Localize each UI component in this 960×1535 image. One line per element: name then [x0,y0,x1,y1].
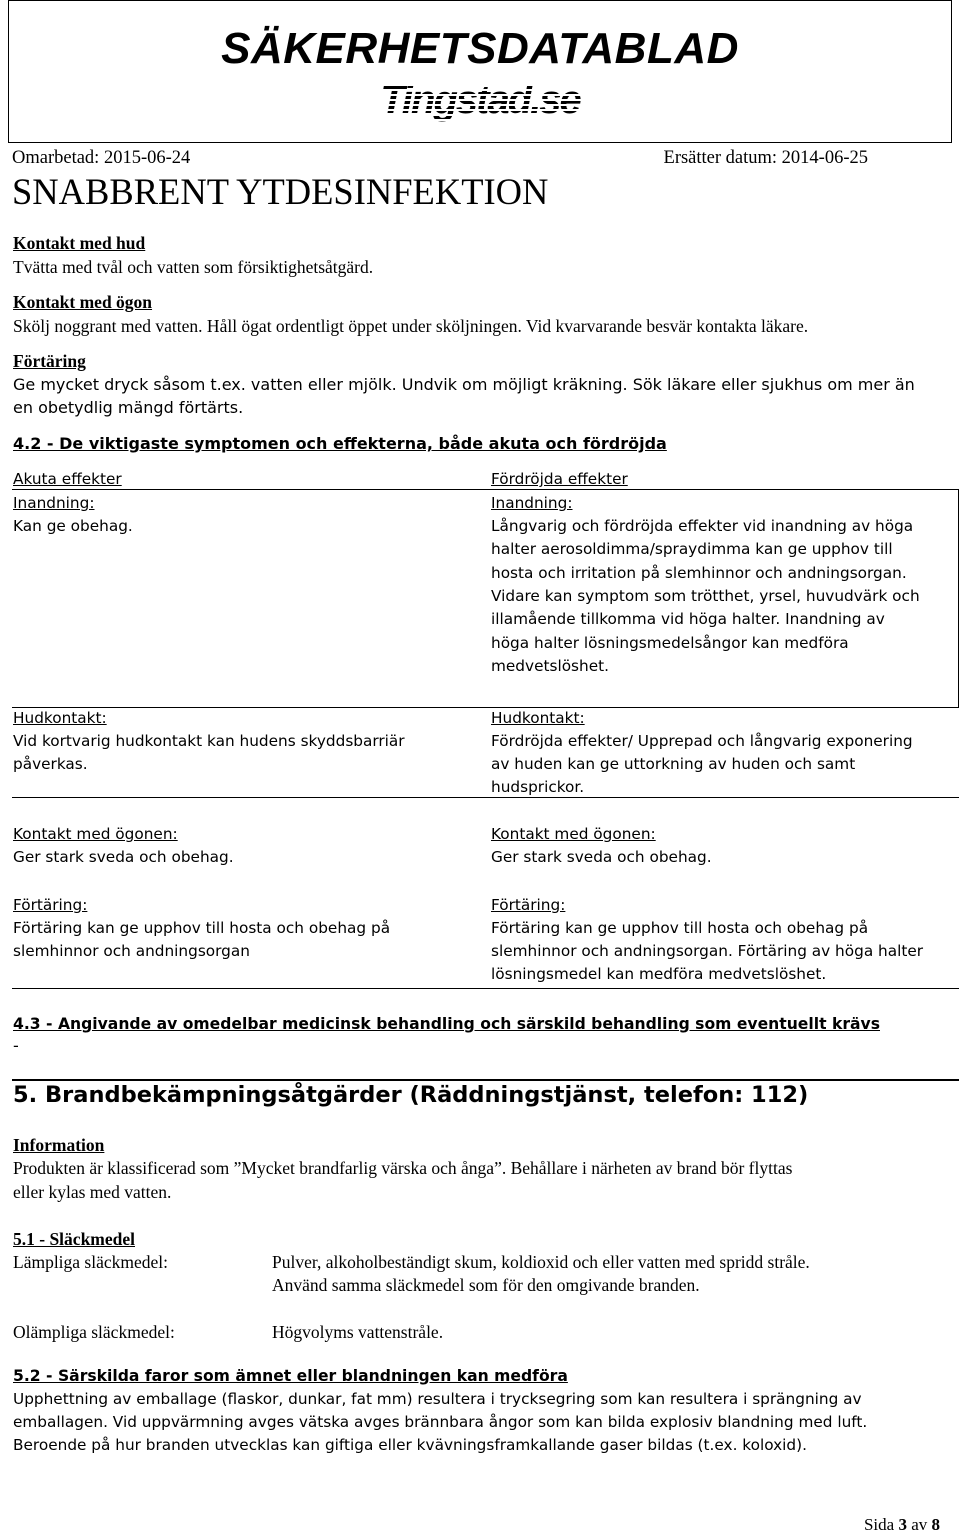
delayed-eye-label: Kontakt med ögonen: [491,825,656,843]
product-name: SNABBRENT YTDESINFEKTION [12,171,549,212]
delayed-eye-text: Ger stark sveda och obehag. [491,848,712,866]
delayed-skin-line: Fördröjda effekter/ Upprepad och långvarig exponering [491,732,913,750]
acute-ingestion-text: slemhinnor och andningsorgan [13,942,250,960]
acute-skin-label: Hudkontakt: [13,709,107,727]
delayed-ingestion-line: lösningsmedel kan medföra medvetslöshet. [491,965,827,983]
section-5-2-heading: 5.2 - Särskilda faror som ämnet eller blandningen kan medföra [13,1367,568,1385]
delayed-inhalation-line: Långvarig och fördröjda effekter vid inandning av höga [491,517,914,535]
delayed-inhalation-label: Inandning: [491,494,573,512]
page-prefix: Sida [863,1515,899,1534]
ingestion-text: Ge mycket dryck såsom t.ex. vatten eller mjölk. Undvik om möjligt kräkning. Sök läkare eller sjukhus om mer än [13,375,915,394]
skin-contact-text: Tvätta med tvål och vatten som försiktighetsåtgärd. [13,257,374,277]
ingestion-heading: Förtäring [13,351,86,371]
section-5-2-line: Upphettning av emballage (flaskor, dunkar, fat mm) resultera i trycksegring som kan resultera i sprängning av [13,1390,862,1408]
delayed-inhalation-line: höga halter lösningsmedelsångor kan medföra [491,634,849,652]
table-rule-top [12,489,959,490]
suitable-media-text: Använd samma släckmedel som för den omgivande branden. [272,1275,700,1295]
delayed-inhalation-line: Vidare kan symptom som trötthet, yrsel, huvudvärk och [491,587,920,605]
acute-inhalation-text: Kan ge obehag. [13,517,133,535]
page-number [864,1515,940,1535]
page-separator: av [906,1515,932,1534]
suitable-media-label: Lämpliga släckmedel: [13,1252,169,1272]
acute-ingestion-label: Förtäring: [13,896,88,914]
document-title: SÄKERHETSDATABLAD [221,24,739,73]
brand-logo-text: Tingstad.se [376,76,584,124]
table-rule [12,988,959,989]
unsuitable-media-text: Högvolyms vattenstråle. [272,1322,444,1342]
delayed-inhalation-line: medvetslöshet. [491,657,609,675]
unsuitable-media-label: Olämpliga släckmedel: [13,1322,175,1342]
section-4-2-heading: 4.2 - De viktigaste symptomen och effekterna, både akuta och fördröjda [13,434,667,453]
delayed-ingestion-line: slemhinnor och andningsorgan. Förtäring av höga halter [491,942,924,960]
section-4-3-text: - [13,1036,19,1055]
section-5-2-line: emballagen. Vid uppvärmning avges vätska avges brännbara ångor som kan bilda explosiv blandning med luft. [13,1413,868,1431]
table-rule [12,797,959,798]
acute-effects-heading: Akuta effekter [13,470,122,488]
table-rule [12,707,959,708]
revised-date: Omarbetad: 2015-06-24 [12,148,191,168]
information-text: Produkten är klassificerad som ”Mycket brandfarlig värska och ånga”. Behållare i närheten av brand bör flyttas [13,1158,793,1178]
eye-contact-text: Skölj noggrant med vatten. Håll ögat ordentligt öppet under sköljningen. Vid kvarvarande besvär kontakta läkare. [13,316,809,336]
section-4-3-heading: 4.3 - Angivande av omedelbar medicinsk behandling och särskild behandling som eventuellt krävs [13,1015,880,1033]
information-heading: Information [13,1135,105,1155]
section-5-2-line: Beroende på hur branden utvecklas kan giftiga eller kvävningsframkallande gaser bildas (t.ex. koloxid). [13,1436,807,1454]
delayed-ingestion-line: Förtäring kan ge upphov till hosta och obehag på [491,919,869,937]
page-total: 8 [931,1515,940,1534]
replaces-date: Ersätter datum: 2014-06-25 [663,148,868,168]
eye-contact-heading: Kontakt med ögon [13,292,153,312]
acute-eye-text: Ger stark sveda och obehag. [13,848,234,866]
acute-inhalation-label: Inandning: [13,494,95,512]
delayed-inhalation-line: halter aerosoldimma/spraydimma kan ge upphov till [491,540,893,558]
skin-contact-heading: Kontakt med hud [13,233,146,253]
delayed-ingestion-label: Förtäring: [491,896,566,914]
information-text: eller kylas med vatten. [13,1182,172,1202]
delayed-skin-line: av huden kan ge uttorkning av huden och samt [491,755,856,773]
delayed-skin-label: Hudkontakt: [491,709,585,727]
brand-logo [8,76,952,124]
acute-eye-label: Kontakt med ögonen: [13,825,178,843]
delayed-inhalation-line: hosta och irritation på slemhinnor och andningsorgan. [491,564,907,582]
delayed-effects-heading: Fördröjda effekter [491,470,628,488]
page-current: 3 [898,1515,907,1534]
acute-skin-text: Vid kortvarig hudkontakt kan hudens skyddsbarriär [13,732,405,750]
section-5-1-heading: 5.1 - Släckmedel [13,1229,136,1249]
ingestion-text: en obetydlig mängd förtärts. [13,398,244,417]
section-5-heading: 5. Brandbekämpningsåtgärder (Räddningstjänst, telefon: 112) [13,1082,809,1108]
suitable-media-text: Pulver, alkoholbeständigt skum, koldioxid och eller vatten med spridd stråle. [272,1252,810,1272]
delayed-skin-line: hudsprickor. [491,778,585,796]
table-rule-right [958,489,959,707]
acute-ingestion-text: Förtäring kan ge upphov till hosta och obehag på [13,919,391,937]
delayed-inhalation-line: illamående tillkomma vid höga halter. Inandning av [491,610,885,628]
acute-skin-text: påverkas. [13,755,88,773]
